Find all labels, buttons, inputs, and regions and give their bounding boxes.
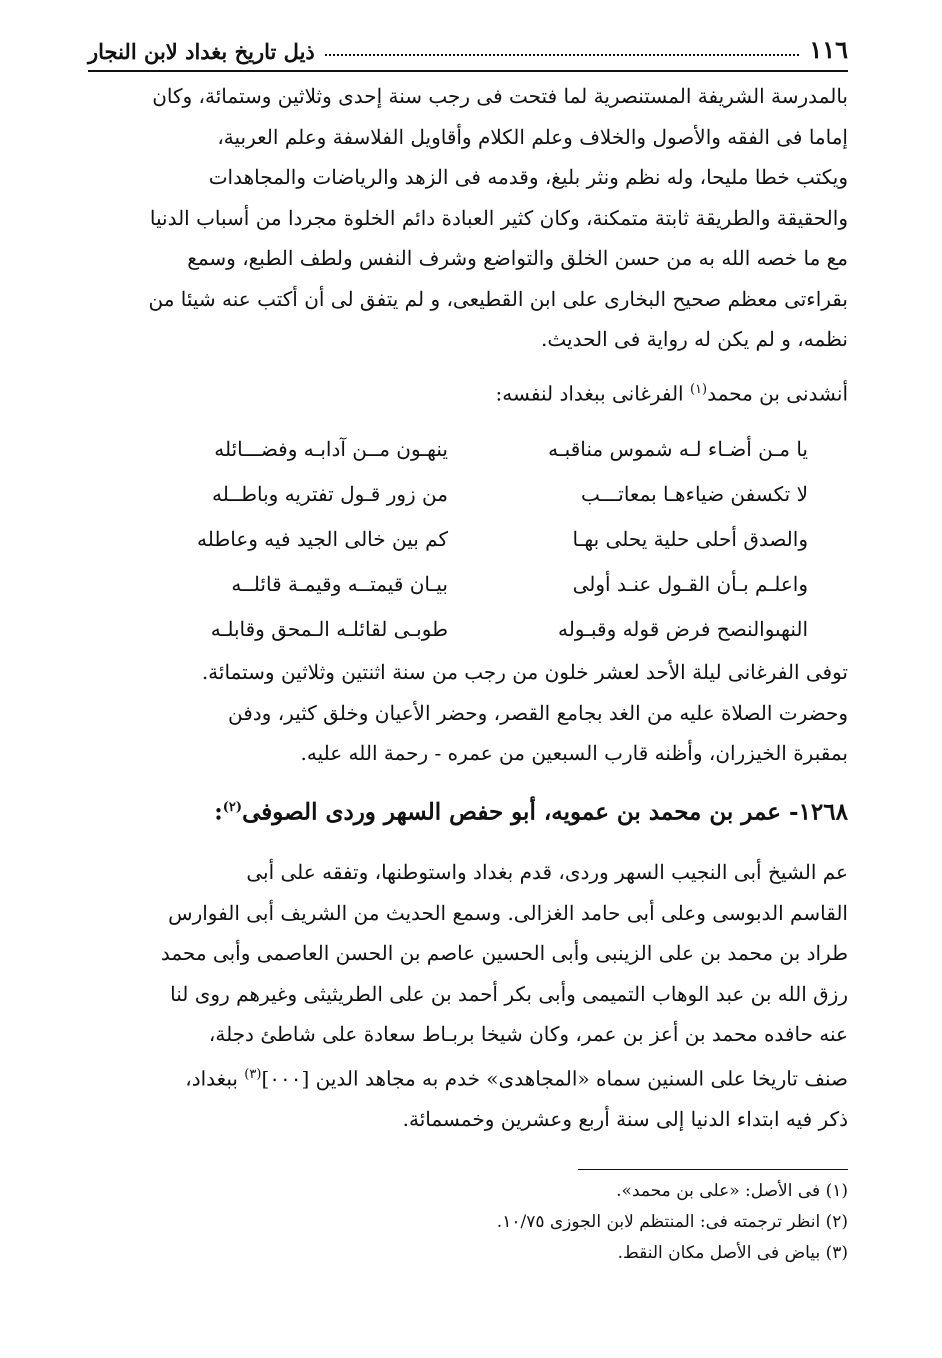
footnote-ref-2: (٢): [222, 799, 243, 815]
text-segment: ببغداد،: [185, 1066, 245, 1091]
text-segment: صنف تاريخا على السنين سماه «المجاهدى» خدم به مجاهد الدين [٠٠٠]: [261, 1066, 848, 1091]
paragraph-3: [88, 852, 848, 1139]
verse-second-hemistich: ينهـون مــن آدابـه وفضـــائله: [214, 437, 448, 462]
entry-heading-colon: :: [214, 798, 223, 826]
running-title: ذيل تاريخ بغداد لابن النجار: [88, 39, 315, 64]
text-line: بمقبرة الخيزران، وأظنه قارب السبعين من عمره - رحمة الله عليه.: [300, 741, 848, 766]
entry-heading-text: ١٢٦٨- عمر بن محمد بن عمويه، أبو حفص السهر وردى الصوفى: [242, 798, 848, 826]
text-line: نظمه، و لم يكن له رواية فى الحديث.: [541, 327, 848, 351]
text-line: ذكر فيه ابتداء الدنيا إلى سنة أربع وعشرين وخمسمائة.: [402, 1106, 848, 1131]
text-line: ويكتب خطا مليحا، وله نظم ونثر بليغ، وقدمه فى الزهد والرياضات والمجاهدات: [208, 165, 848, 189]
poem-intro-text-end: الفرغانى ببغداد لنفسه:: [495, 381, 690, 406]
verse: [88, 472, 848, 517]
entry-heading: [88, 786, 848, 835]
text-line: والحقيقة والطريقة ثابتة متمكنة، وكان كثير العبادة دائم الخلوة مجردا من أسباب الدنيا: [149, 205, 848, 230]
text-line: طراد بن محمد بن على الزينبى وأبى الحسين عاصم بن الحسن العاصمى وأبى محمد: [160, 941, 848, 966]
footnote-ref-3: (٣): [244, 1066, 262, 1082]
poem-intro: [88, 370, 848, 414]
verse: [88, 517, 848, 562]
text-line: بالمدرسة الشريفة المستنصرية لما فتحت فى رجب سنة إحدى وثلاثين وستمائة، وكان: [152, 84, 848, 108]
text-line: وحضرت الصلاة عليه من الغد بجامع القصر، وحضر الأعيان وخلق كثير، ودفن: [227, 700, 848, 725]
text-line: مع ما خصه الله به من حسن الخلق والتواضع وشرف النفس ولطف الطبع، وسمع: [187, 246, 848, 270]
verse: [88, 607, 848, 652]
text-line: توفى الفرغانى ليلة الأحد لعشر خلون من رجب من سنة اثنتين وثلاثين وستمائة.: [201, 660, 848, 685]
verse: [88, 427, 848, 472]
header-dot-leader: [325, 54, 800, 56]
footnote-ref-1: (١): [689, 381, 708, 397]
text-line: بقراءتى معظم صحيح البخارى على ابن القطيعى، و لم يتفق لى أن أكتب عنه شيئا من: [148, 286, 848, 311]
text-line: عم الشيخ أبى النجيب السهر وردى، قدم بغداد واستوطنها، وتفقه على أبى: [246, 860, 848, 885]
footnote: (٣) بياض فى الأصل مكان النقط.: [617, 1243, 848, 1264]
verse-first-hemistich: لا تكسفن ضياءهـا بمعاتـــب: [581, 482, 808, 507]
footnotes: [88, 1176, 848, 1269]
text-line: رزق الله بن عبد الوهاب التميمى وأبى بكر أحمد بن على الطريثيثى وغيرهم روى لنا: [170, 981, 848, 1006]
verse-first-hemistich: واعلـم بـأن القـول عنـد أولى: [572, 572, 808, 597]
footnote: (٢) انظر ترجمته فى: المنتظم لابن الجوزى ١٠/٧٥.: [496, 1212, 848, 1233]
page-number: ١١٦: [809, 35, 848, 64]
text-line: [88, 1055, 848, 1099]
text-line: القاسم الدبوسى وعلى أبى حامد الغزالى. وسمع الحديث من الشريف أبى الفوارس: [168, 900, 848, 925]
text-line: إماما فى الفقه والأصول والخلاف وعلم الكلام وأقاويل الفلاسفة وعلم العربية،: [217, 124, 848, 149]
verse-second-hemistich: بيـان قيمتــه وقيمـة قائلــه: [231, 572, 448, 597]
verse: [88, 562, 848, 607]
paragraph-1: [88, 76, 848, 360]
verse-second-hemistich: طوبـى لقائلـه الـمحق وقابلـه: [210, 617, 448, 642]
text-line: عنه حافده محمد بن أعز بن عمر، وكان شيخا بربـاط سعادة على شاطئ دجلة،: [208, 1022, 848, 1047]
page-header: [88, 30, 848, 72]
book-page: [88, 30, 848, 1269]
poem-intro-text: أنشدنى بن محمد: [707, 381, 848, 406]
verse-first-hemistich: والصدق أحلى حلية يحلى بهـا: [572, 527, 808, 552]
paragraph-2: [88, 652, 848, 774]
verse-first-hemistich: النهىوالنصح فرض قوله وقبـوله: [557, 617, 808, 642]
footnote: (١) فى الأصل: «على بن محمد».: [616, 1181, 848, 1202]
verse-first-hemistich: يا مـن أضـاء لـه شموس مناقبـه: [548, 437, 808, 462]
footnote-separator: [578, 1169, 848, 1170]
poem: [88, 427, 848, 652]
verse-second-hemistich: كم بين خالى الجيد فيه وعاطله: [196, 527, 448, 552]
verse-second-hemistich: من زور قـول تفتريه وباطــله: [212, 482, 448, 507]
